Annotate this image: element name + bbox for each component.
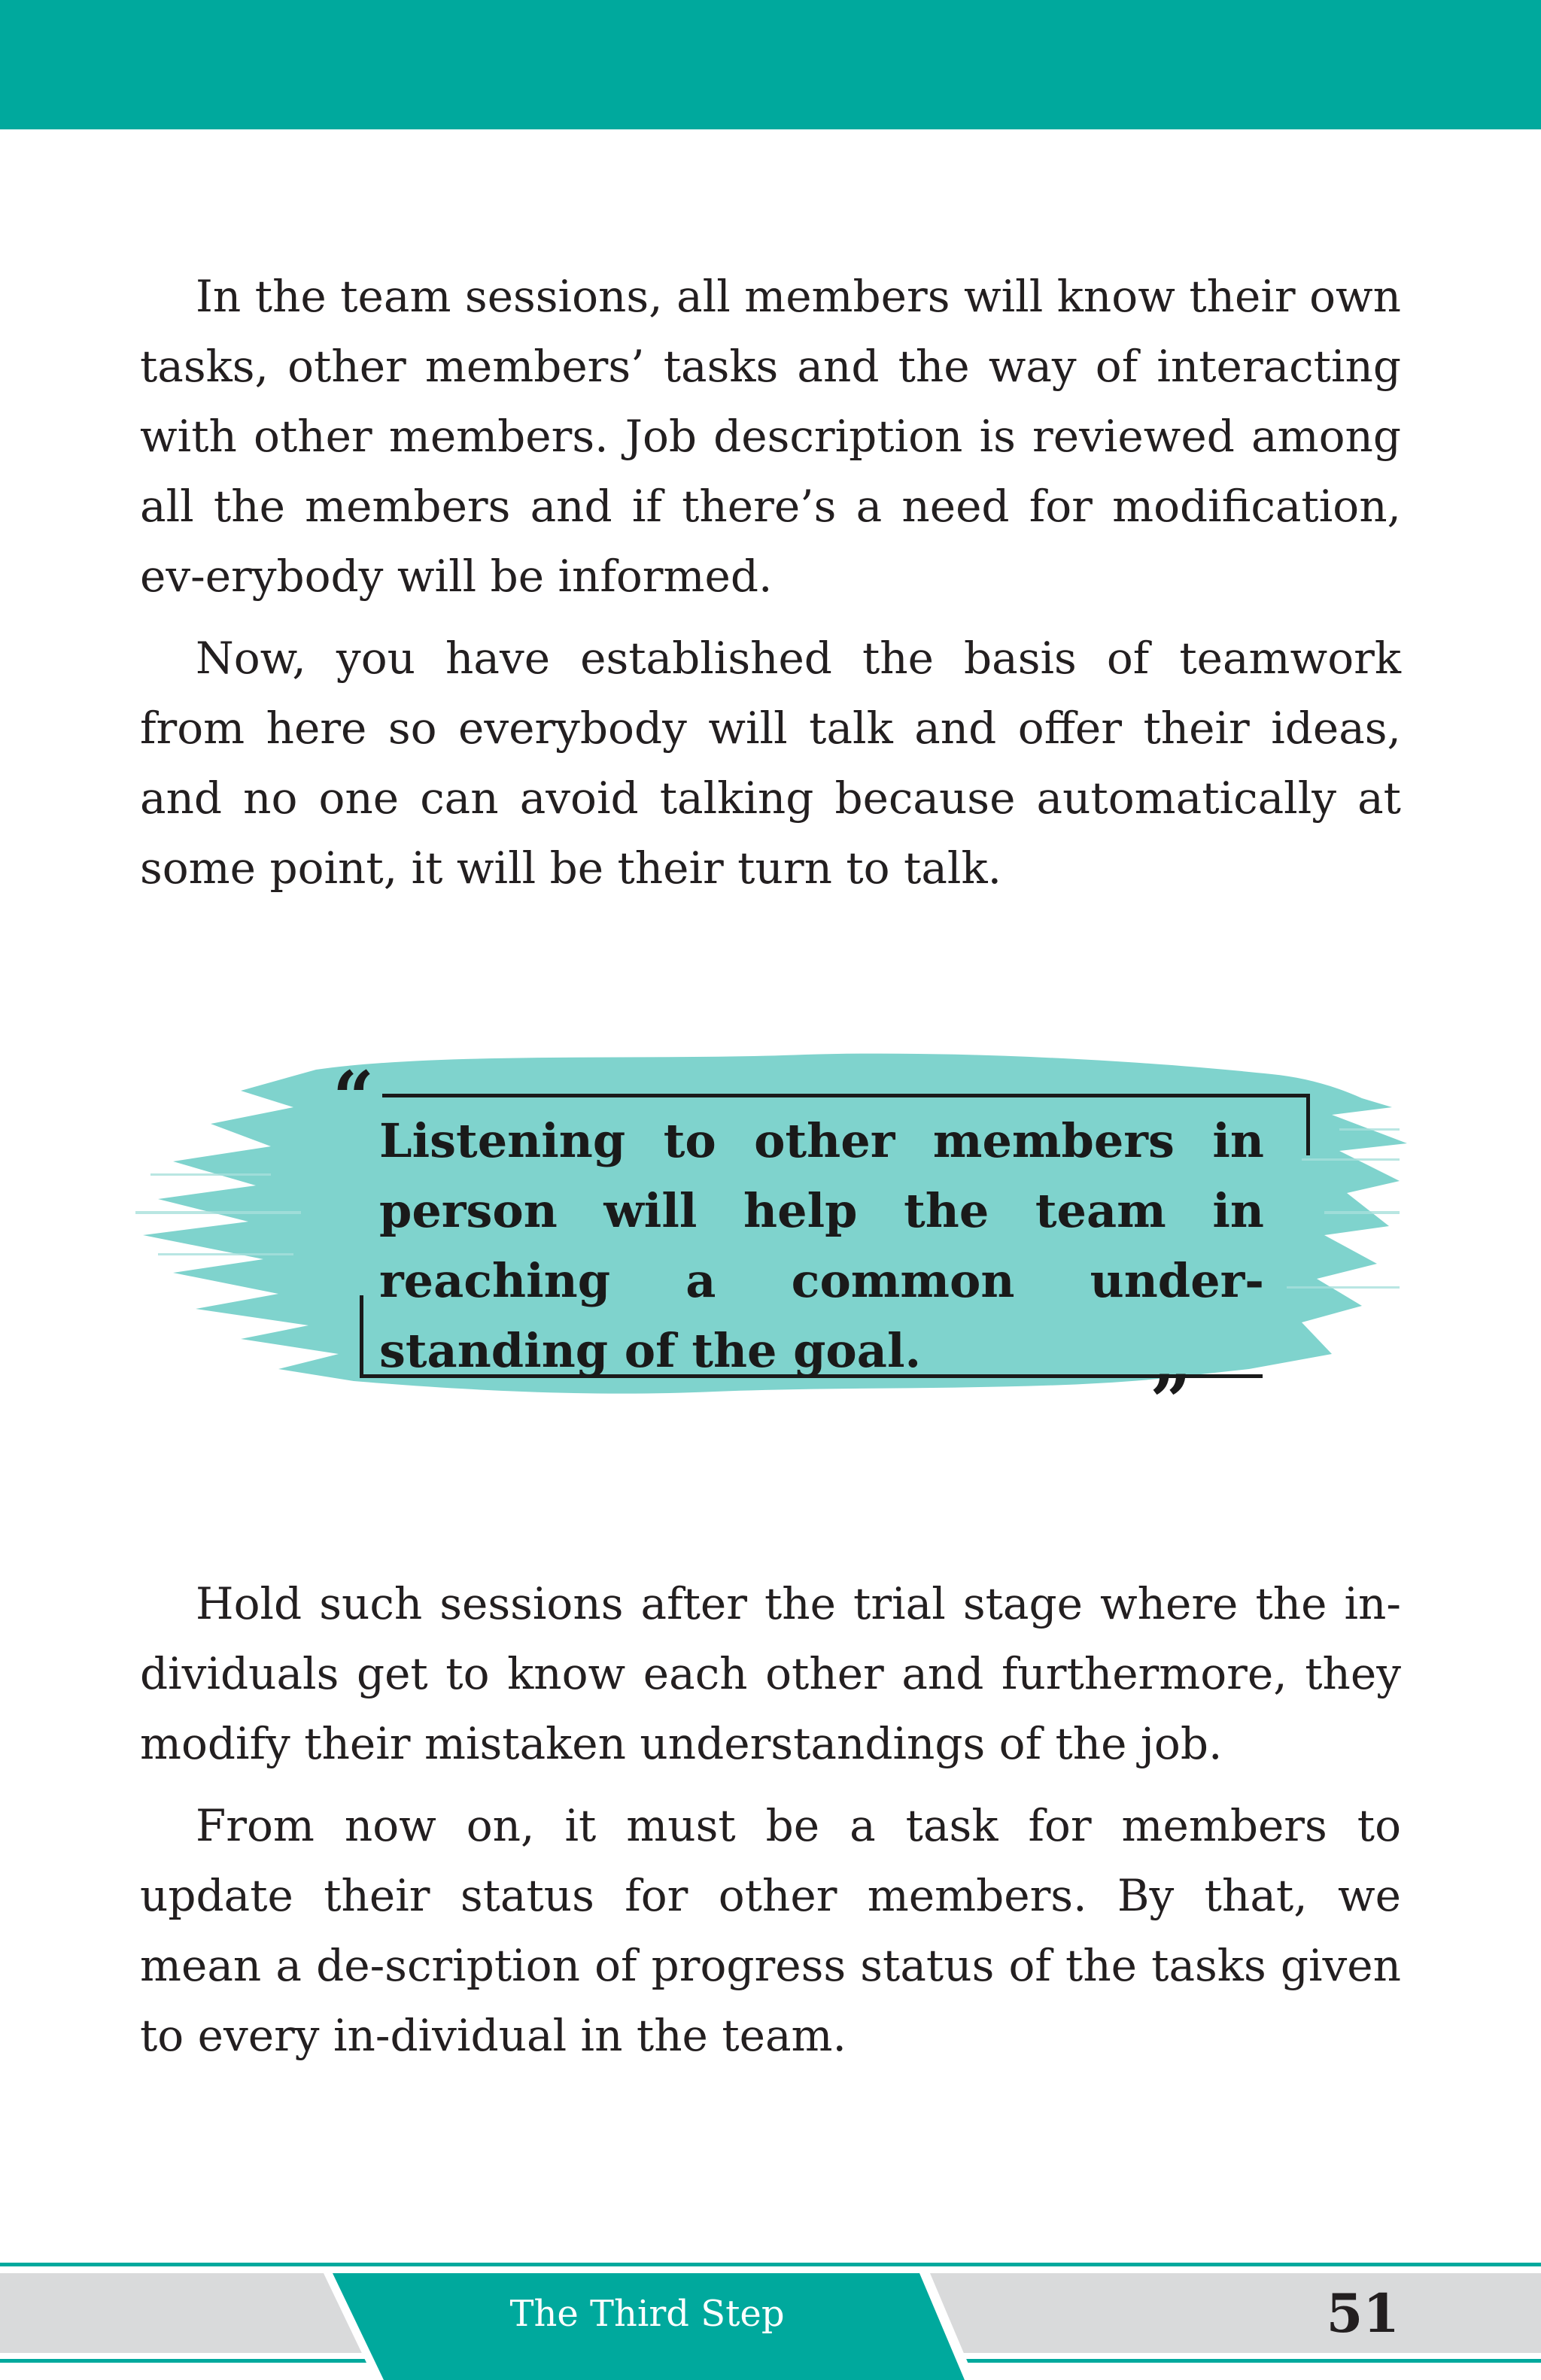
quote-text: Listening to other members in person will help the team in reaching a common under-standing of the goal.: [379, 1113, 1264, 1378]
pull-quote: [128, 1038, 1407, 1459]
paragraph: In the team sessions, all members will know their own tasks, other members’ tasks and the way of interacting with other members. Job description is reviewed among all the members and if there’s a need for modification, ev-erybody will be informed.: [140, 271, 1401, 602]
paragraph: Now, you have established the basis of teamwork from here so everybody will talk and offer their ideas, and no one can avoid talking because automatically at some point, it will be their turn to talk.: [140, 633, 1401, 894]
open-quote-mark: “: [333, 1055, 375, 1140]
body-text-bottom: [140, 1569, 1401, 2071]
chapter-title: The Third Step: [509, 2293, 785, 2335]
close-quote-mark: ”: [1150, 1359, 1192, 1444]
body-text-top: [140, 262, 1401, 903]
page-number: 51: [1326, 2282, 1400, 2345]
header-band: [0, 0, 1541, 129]
paragraph: From now on, it must be a task for members to update their status for other members. By that, we mean a de-scription of progress status of the tasks given to every in-dividual in the team.: [140, 1800, 1401, 2061]
page-footer: [0, 2257, 1541, 2380]
paragraph: Hold such sessions after the trial stage where the in-dividuals get to know each other and furthermore, they modify their mistaken understandings of the job.: [140, 1578, 1401, 1769]
